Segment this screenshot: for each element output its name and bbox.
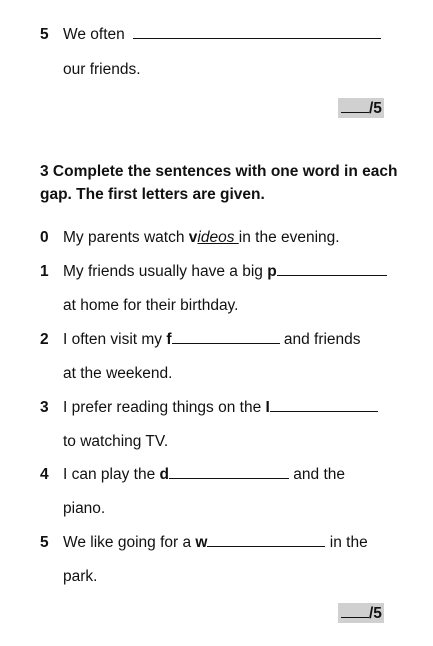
score-box: [338, 98, 384, 118]
sentence-continuation: our friends.: [63, 61, 141, 78]
sentence-part: I can play the: [63, 466, 160, 483]
sentence-part: I often visit my: [63, 331, 167, 348]
item-number: 5: [40, 26, 49, 43]
score-max: /5: [369, 100, 382, 117]
sentence-text: [63, 330, 361, 350]
first-letter: v: [188, 229, 198, 246]
answer-blank[interactable]: [207, 533, 325, 547]
sentence-part: and friends: [279, 331, 361, 348]
score-max: /5: [369, 605, 382, 622]
first-letter: p: [267, 263, 277, 280]
section-heading: 3 Complete the sentences with one word in each gap. The first letters are given.: [40, 163, 398, 203]
sentence-part: in the evening.: [238, 229, 340, 246]
sentence-part: My parents watch: [63, 229, 189, 246]
sentence-text: [63, 533, 368, 553]
sentence-part: My friends usually have a big: [63, 263, 268, 280]
answer-blank[interactable]: [172, 330, 280, 344]
sentence-text: [63, 465, 345, 485]
first-letter: f: [166, 331, 172, 348]
item-number: 0: [40, 229, 49, 246]
example-answer: ideos: [197, 229, 239, 246]
first-letter: d: [159, 466, 169, 483]
sentence-part: in the: [325, 534, 368, 551]
answer-blank[interactable]: [277, 262, 387, 276]
sentence-continuation: to watching TV.: [63, 433, 169, 450]
sentence-text: [63, 228, 340, 248]
answer-blank[interactable]: [133, 25, 381, 39]
first-letter: w: [195, 534, 208, 551]
score-blank[interactable]: [341, 603, 369, 618]
sentence-part: We like going for a: [63, 534, 196, 551]
score-blank[interactable]: [341, 98, 369, 113]
sentence-text: [63, 262, 387, 282]
first-letter: I: [265, 399, 270, 416]
item-number: 5: [40, 534, 49, 551]
item-number: 2: [40, 331, 49, 348]
score-box: [338, 603, 384, 623]
sentence-text: [63, 398, 378, 418]
sentence-continuation: piano.: [63, 500, 106, 517]
sentence-continuation: at home for their birthday.: [63, 297, 239, 314]
item-number: 3: [40, 399, 49, 416]
answer-blank[interactable]: [270, 398, 378, 412]
item-number: 4: [40, 466, 49, 483]
sentence-text: [63, 25, 381, 45]
sentence-part: We often: [63, 26, 125, 43]
sentence-part: and the: [288, 466, 346, 483]
sentence-continuation: at the weekend.: [63, 365, 173, 382]
sentence-continuation: park.: [63, 568, 98, 585]
answer-blank[interactable]: [169, 465, 289, 479]
item-number: 1: [40, 263, 49, 280]
sentence-part: I prefer reading things on the: [63, 399, 266, 416]
